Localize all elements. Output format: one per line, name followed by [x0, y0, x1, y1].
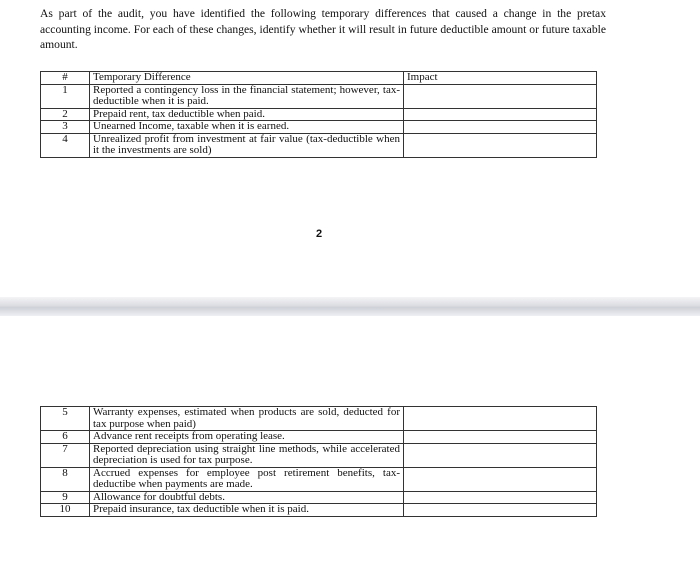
table-row	[41, 84, 597, 108]
table-row	[41, 491, 597, 504]
header-impact: Impact	[404, 72, 597, 85]
table-row	[41, 467, 597, 491]
table-header-row	[41, 72, 597, 85]
impact-cell[interactable]	[404, 84, 597, 108]
row-number: 7	[41, 443, 90, 467]
header-temporary-difference: Temporary Difference	[90, 72, 404, 85]
header-number: #	[41, 72, 90, 85]
impact-cell[interactable]	[404, 133, 597, 157]
row-description: Reported depreciation using straight line methods, while accelerated depreciation is used for tax purpose.	[90, 443, 404, 467]
impact-cell[interactable]	[404, 491, 597, 504]
table-row	[41, 121, 597, 134]
page-separator	[0, 297, 700, 316]
row-description: Warranty expenses, estimated when products are sold, deducted for tax purpose when paid)	[90, 407, 404, 431]
table-row	[41, 133, 597, 157]
row-description: Unearned Income, taxable when it is earned.	[90, 121, 404, 134]
row-description: Prepaid insurance, tax deductible when it is paid.	[90, 504, 404, 517]
page-number: 2	[316, 228, 323, 240]
table-row	[41, 108, 597, 121]
impact-cell[interactable]	[404, 504, 597, 517]
row-description: Advance rent receipts from operating lease.	[90, 431, 404, 444]
row-description: Reported a contingency loss in the financial statement; however, tax-deductible when it is paid.	[90, 84, 404, 108]
row-description: Prepaid rent, tax deductible when paid.	[90, 108, 404, 121]
impact-cell[interactable]	[404, 431, 597, 444]
intro-paragraph: As part of the audit, you have identified the following temporary differences that caused a change in the pretax accounting income. For each of these changes, identify whether it will result in future deductible amount or future taxable amount.	[40, 7, 606, 51]
row-number: 8	[41, 467, 90, 491]
row-number: 1	[41, 84, 90, 108]
row-number: 2	[41, 108, 90, 121]
table-row	[41, 407, 597, 431]
row-number: 5	[41, 407, 90, 431]
temporary-differences-table-2	[40, 406, 597, 517]
row-number: 10	[41, 504, 90, 517]
row-description: Unrealized profit from investment at fair value (tax-deductible when it the investments are sold)	[90, 133, 404, 157]
row-description: Allowance for doubtful debts.	[90, 491, 404, 504]
temporary-differences-table-1	[40, 71, 597, 158]
row-description: Accrued expenses for employee post retirement benefits, tax-deductibe when payments are made.	[90, 467, 404, 491]
row-number: 6	[41, 431, 90, 444]
row-number: 4	[41, 133, 90, 157]
impact-cell[interactable]	[404, 121, 597, 134]
table-row	[41, 443, 597, 467]
table-row	[41, 431, 597, 444]
impact-cell[interactable]	[404, 467, 597, 491]
impact-cell[interactable]	[404, 443, 597, 467]
impact-cell[interactable]	[404, 407, 597, 431]
impact-cell[interactable]	[404, 108, 597, 121]
table-row	[41, 504, 597, 517]
row-number: 3	[41, 121, 90, 134]
row-number: 9	[41, 491, 90, 504]
